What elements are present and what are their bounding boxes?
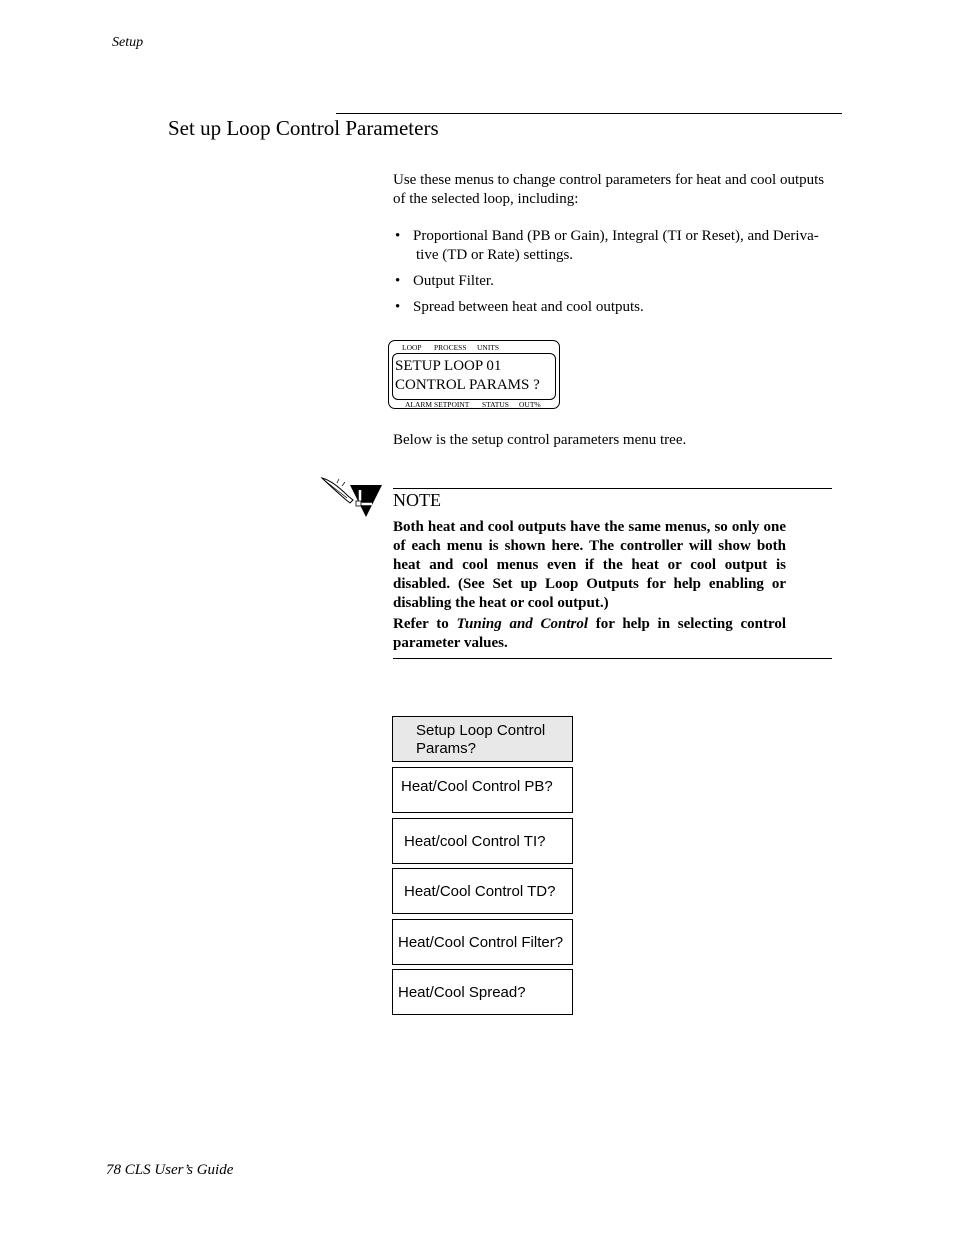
bullet-icon: • bbox=[395, 228, 401, 244]
list-item-text: Output Filter. bbox=[413, 273, 494, 289]
note-title: NOTE bbox=[393, 490, 441, 510]
section-rule bbox=[336, 113, 842, 114]
note-body bbox=[393, 518, 786, 653]
note-text: Refer to bbox=[393, 616, 457, 632]
intro-line-2: of the selected loop, including: bbox=[393, 191, 579, 207]
list-item bbox=[393, 298, 845, 317]
menu-tree-item bbox=[392, 818, 573, 864]
note-reference: Tuning and Control bbox=[456, 616, 589, 632]
menu-tree-root bbox=[392, 716, 573, 762]
menu-tree-item bbox=[392, 868, 573, 914]
menu-tree-item bbox=[392, 919, 573, 965]
note-paragraph bbox=[393, 615, 786, 653]
lcd-label-units: UNITS bbox=[477, 343, 500, 352]
lcd-label-loop: LOOP bbox=[402, 343, 422, 352]
note-paragraph: Both heat and cool outputs have the same menus, so only one of each menu is shown here. The controller will show both heat and cool menus even if the heat or cool output is disabled. (See Set up Loop Outputs for help enabling or disabling the heat or cool output.) bbox=[393, 519, 786, 611]
intro-paragraph bbox=[393, 171, 845, 209]
menu-tree-root-line-2: Params? bbox=[416, 740, 477, 757]
menu-tree-item-label: Heat/cool Control TI? bbox=[404, 833, 546, 850]
menu-tree-root-line-1: Setup Loop Control bbox=[416, 722, 546, 739]
menu-tree-intro: Below is the setup control parameters menu tree. bbox=[393, 432, 687, 448]
lcd-label-status: STATUS bbox=[482, 400, 509, 409]
list-item-text: Spread between heat and cool outputs. bbox=[413, 299, 644, 315]
lcd-label-alarm-setpoint: ALARM SETPOINT bbox=[405, 400, 470, 409]
list-item-text-cont: tive (TD or Rate) settings. bbox=[416, 247, 574, 263]
lcd-line-1: SETUP LOOP 01 bbox=[395, 358, 502, 374]
menu-tree-item-label: Heat/Cool Control TD? bbox=[404, 883, 556, 900]
lcd-line-2: CONTROL PARAMS ? bbox=[395, 377, 540, 393]
note-text: for help in selecting control parameter values. bbox=[393, 616, 786, 651]
menu-tree-item bbox=[392, 767, 573, 813]
menu-tree-item-label: Heat/Cool Control PB? bbox=[401, 778, 553, 795]
note-pen-icon bbox=[320, 476, 384, 522]
bullet-icon: • bbox=[395, 273, 401, 289]
page-footer: 78 CLS User’s Guide bbox=[106, 1162, 234, 1178]
note-top-rule bbox=[393, 488, 832, 489]
menu-tree-item bbox=[392, 969, 573, 1015]
list-item-text: Proportional Band (PB or Gain), Integral (TI or Reset), and Deriva- bbox=[413, 228, 819, 244]
menu-tree-item-label: Heat/Cool Control Filter? bbox=[398, 934, 564, 951]
lcd-screen bbox=[392, 353, 556, 400]
bullet-icon: • bbox=[395, 299, 401, 315]
lcd-label-out: OUT% bbox=[519, 400, 541, 409]
page-title: Set up Loop Control Parameters bbox=[168, 116, 439, 140]
list-item bbox=[393, 272, 845, 291]
lcd-display bbox=[388, 340, 560, 409]
running-header: Setup bbox=[112, 35, 144, 50]
intro-line-1: Use these menus to change control parameters for heat and cool outputs bbox=[393, 172, 825, 188]
menu-tree-item-label: Heat/Cool Spread? bbox=[398, 984, 526, 1001]
note-bottom-rule bbox=[393, 658, 832, 659]
lcd-label-process: PROCESS bbox=[434, 343, 467, 352]
list-item bbox=[393, 227, 845, 265]
parameter-list bbox=[393, 227, 845, 324]
